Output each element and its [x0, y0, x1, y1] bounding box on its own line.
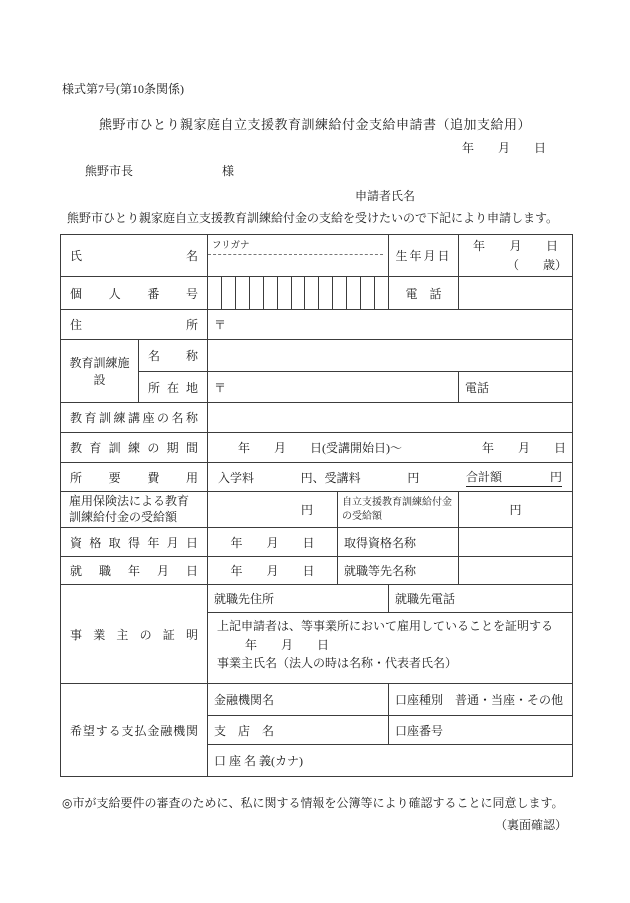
insurance-label-cell: 雇用保険法による教育訓練給付金の受給額	[61, 492, 208, 528]
bank-branch-cell[interactable]: 支 店 名	[208, 716, 389, 745]
self-support-amount-cell[interactable]: 円	[459, 492, 573, 528]
personal-number-box[interactable]	[375, 277, 388, 309]
employer-cert-label-cell: 事業主の証明	[61, 585, 208, 684]
birthdate-input-cell[interactable]	[459, 235, 573, 277]
facility-name-label-cell: 名称	[139, 340, 208, 372]
personal-number-boxes	[208, 277, 388, 309]
name-input-cell[interactable]	[208, 235, 389, 277]
applicant-name-label: 申請者氏名	[355, 189, 416, 203]
qualification-date-label-cell: 資格取得年月日	[61, 528, 208, 557]
bank-label-cell: 希望する支払金融機関	[61, 684, 208, 777]
table-row	[61, 403, 573, 433]
personal-number-box[interactable]	[347, 277, 361, 309]
facility-location-label-cell: 所在地	[139, 372, 208, 403]
course-input-cell[interactable]	[208, 403, 573, 433]
application-table	[60, 234, 573, 777]
personal-number-box[interactable]	[319, 277, 333, 309]
table-row	[61, 528, 573, 557]
postal-mark: 〒	[214, 380, 227, 395]
bank-institution-cell[interactable]: 金融機関名	[208, 684, 389, 716]
facility-label-cell: 教育訓練施設	[61, 340, 139, 403]
qualification-date-cell[interactable]: 年 月 日	[208, 528, 338, 557]
back-check-note: （裏面確認）	[494, 818, 567, 832]
cost-yen-label: 円	[407, 470, 420, 485]
insurance-amount-cell[interactable]: 円	[208, 492, 338, 528]
table-row	[61, 684, 573, 716]
cost-yen-tuition-label: 円、受講料	[300, 470, 361, 485]
personal-number-box[interactable]	[361, 277, 375, 309]
personal-number-box[interactable]	[305, 277, 319, 309]
address-label-cell: 住所	[61, 310, 208, 340]
personal-number-box[interactable]	[292, 277, 306, 309]
table-row	[61, 235, 573, 277]
personal-number-box[interactable]	[333, 277, 347, 309]
table-row	[61, 277, 573, 310]
course-label-cell: 教育訓練講座の名称	[61, 403, 208, 433]
self-support-label-cell: 自立支援教育訓練給付金の受給額	[338, 492, 459, 528]
period-end-text: 年 月 日	[482, 441, 567, 455]
facility-phone-cell[interactable]: 電話	[459, 372, 573, 403]
intro-sentence: 熊野市ひとり親家庭自立支援教育訓練給付金の支給を受けたいので下記により申請します。	[67, 211, 559, 225]
furigana-label: フリガナ	[208, 235, 383, 255]
table-row	[61, 433, 573, 463]
page-title: 熊野市ひとり親家庭自立支援教育訓練給付金支給申請書（追加支給用）	[98, 117, 531, 132]
cost-entry-fee-label: 入学料	[218, 470, 255, 485]
personal-number-label-cell: 個人番号	[61, 277, 208, 310]
table-row	[61, 310, 573, 340]
period-input-cell[interactable]	[208, 433, 573, 463]
addressee-honorific: 様	[222, 164, 235, 178]
personal-number-box[interactable]	[278, 277, 292, 309]
employment-name-input-cell[interactable]	[459, 557, 573, 585]
name-label-cell: 氏名	[61, 235, 208, 277]
form-number: 様式第7号(第10条関係)	[62, 82, 184, 96]
table-row	[61, 557, 573, 585]
address-input-cell[interactable]	[208, 310, 573, 340]
phone-label-cell: 電 話	[389, 277, 459, 310]
table-row	[61, 340, 573, 372]
account-type-cell[interactable]: 口座種別 普通・当座・その他	[389, 684, 573, 716]
period-label-cell: 教育訓練の期間	[61, 433, 208, 463]
personal-number-input-cell[interactable]	[208, 277, 389, 310]
account-name-cell[interactable]: 口 座 名 義(カナ)	[208, 745, 573, 777]
employment-date-label-cell: 就職年月日	[61, 557, 208, 585]
personal-number-box[interactable]	[208, 277, 222, 309]
employment-date-cell[interactable]: 年 月 日	[208, 557, 338, 585]
personal-number-box[interactable]	[236, 277, 250, 309]
account-number-cell[interactable]: 口座番号	[389, 716, 573, 745]
application-date: 年 月 日	[462, 141, 547, 155]
facility-location-input-cell[interactable]	[208, 372, 459, 403]
birthdate-ymd: 年 月 日	[473, 239, 559, 253]
addressee: 熊野市長	[85, 164, 134, 178]
cost-total-label: 合計額 円	[466, 468, 562, 487]
employer-cert-body-cell[interactable]	[208, 613, 573, 684]
employment-name-label-cell: 就職等先名称	[338, 557, 459, 585]
consent-sentence: ◎市が支給要件の審査のために、私に関する情報を公簿等により確認することに同意します。	[62, 796, 564, 810]
personal-number-box[interactable]	[250, 277, 264, 309]
phone-input-cell[interactable]	[459, 277, 573, 310]
cert-line2: 年 月 日	[245, 637, 330, 652]
birthdate-label-cell: 生年月日	[389, 235, 459, 277]
table-row	[61, 585, 573, 613]
cert-line1: 上記申請者は、等事業所において雇用していることを証明する	[217, 619, 554, 634]
workplace-address-cell[interactable]: 就職先住所	[208, 585, 389, 613]
birthdate-age: （ 歳）	[507, 258, 568, 272]
cost-input-cell[interactable]	[208, 463, 573, 492]
personal-number-box[interactable]	[264, 277, 278, 309]
postal-mark: 〒	[214, 318, 227, 332]
workplace-phone-cell[interactable]: 就職先電話	[389, 585, 573, 613]
cert-line3: 事業主氏名（法人の時は名称・代表者氏名）	[217, 656, 458, 671]
cost-label-cell: 所要費用	[61, 463, 208, 492]
qualification-name-input-cell[interactable]	[459, 528, 573, 557]
table-row	[61, 463, 573, 492]
personal-number-box[interactable]	[222, 277, 236, 309]
period-start-text: 年 月 日(受講開始日)～	[238, 441, 403, 455]
qualification-name-label-cell: 取得資格名称	[338, 528, 459, 557]
table-row	[61, 492, 573, 528]
facility-name-input-cell[interactable]	[208, 340, 573, 372]
